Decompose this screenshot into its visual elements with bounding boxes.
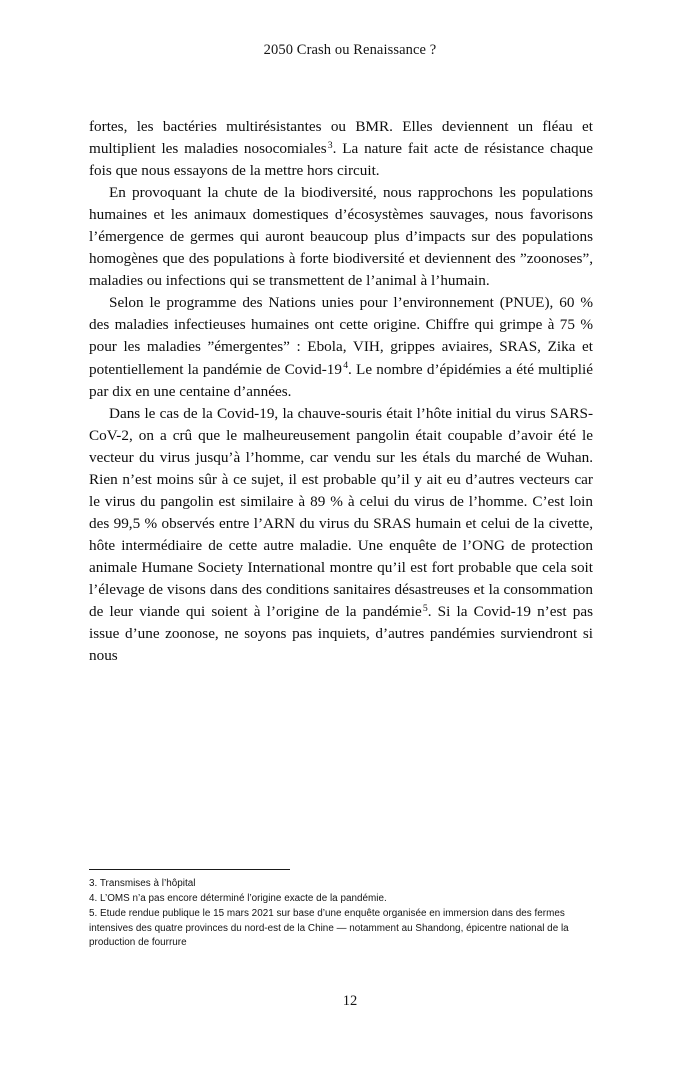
footnote-text-3: Transmises à l’hôpital	[99, 878, 196, 889]
footnote-marker-4[interactable]: 4	[343, 360, 349, 372]
footnote-text-5: Etude rendue publique le 15 mars 2021 sur base d’une enquête organisée en immersion dans des fermes intensives des quatre provinces du nord-est de la Chine — notamment au Shandong, épicentre national de la production de fourrure	[89, 908, 569, 949]
footnote-number-4: 4.	[89, 893, 98, 905]
footnote-number-3: 3.	[89, 878, 98, 889]
paragraph-2	[89, 182, 593, 292]
footnote-marker-5[interactable]: 5	[422, 602, 428, 614]
paragraph-1-text-tail: . La nature fait acte de résistance chaque fois que nous essayons de la mettre hors circuit.	[89, 140, 593, 180]
footnote-item-5	[89, 907, 593, 951]
paragraph-3-text-tail: . Le nombre d’épidémies a été multiplié par dix en une centaine d’années.	[89, 360, 593, 400]
paragraph-4-text-tail: . Si la Covid-19 n’est pas issue d’une zoonose, ne soyons pas inquiets, d’autres pandémies surviendront si nous	[89, 603, 593, 665]
footnote-marker-3[interactable]: 3	[327, 140, 333, 151]
paragraph-3-text: Selon le programme des Nations unies pour l’environnement (PNUE), 60 % des maladies infectieuses humaines ont cette origine. Chiffre qui grimpe à 75 % pour les maladies ”émergentes” : Ebola, VIH, grippes aviaires, SRAS, Zika et potentiellement la pandémie de Covid-19	[89, 294, 593, 378]
footnote-number-5: 5.	[89, 908, 98, 920]
footnote-item-3	[89, 877, 593, 892]
paragraph-2-text: En provoquant la chute de la biodiversité, nous rapprochons les populations humaines et les animaux domestiques d’écosystèmes sauvages, nous favorisons l’émergence de germes qui auront beaucoup plus d’impacts sur des populations homogènes que des populations à forte biodiversité et deviennent des ”zoonoses”, maladies ou infections qui se transmettent de l’animal à l’humain.	[89, 184, 593, 290]
footnote-text-4: L’OMS n’a pas encore déterminé l’origine exacte de la pandémie.	[100, 893, 387, 905]
running-head: 2050 Crash ou Renaissance ?	[263, 42, 437, 58]
paragraph-1-text: fortes, les bactéries multirésistantes ou BMR. Elles deviennent un fléau et multiplient les maladies nosocomiales	[89, 118, 593, 158]
paragraph-4-text: Dans le cas de la Covid-19, la chauve-souris était l’hôte initial du virus SARS-CoV-2, on a crû que le malheureusement pangolin était coupable d’avoir été le vecteur du virus jusqu’à l’homme, car vendu sur les étals du marché de Wuhan. Rien n’est moins sûr à ce sujet, il est probable qu’il y ait eu d’autres vecteurs car le virus du pangolin est similaire à 89 % à celui du virus de l’homme. C’est loin des 99,5 % observés entre l’ARN du virus du SRAS humain et celui de la civette, hôte intermédiaire de cette autre maladie. Une enquête de l’ONG de protection animale Humane Society International montre qu’il est fort probable que cela soit l’élevage de visons dans des conditions sanitaires désastreuses et la consommation de leur viande qui soient à l’origine de la pandémie	[89, 404, 593, 621]
page-number: 12	[342, 993, 358, 1009]
footnote-item-4	[89, 892, 593, 907]
footnote-separator-rule	[89, 869, 290, 870]
body-text-block	[89, 116, 593, 667]
paragraph-1	[89, 116, 593, 182]
paragraph-4	[89, 403, 593, 668]
footnotes-section	[89, 869, 593, 951]
paragraph-3	[89, 292, 593, 402]
